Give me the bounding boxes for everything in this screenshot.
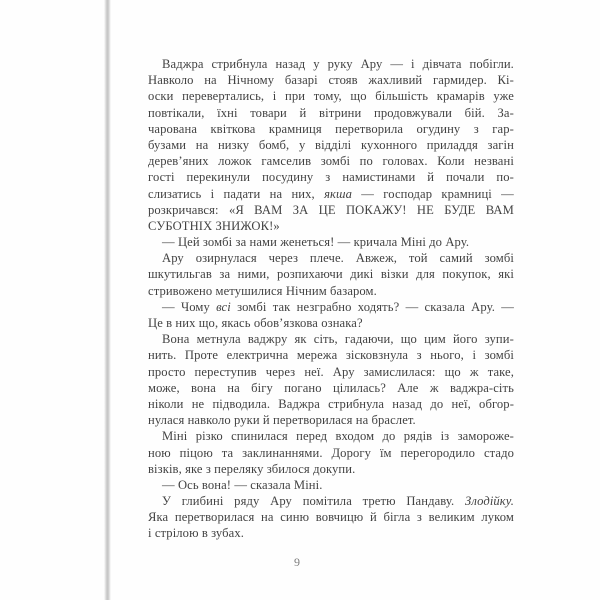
text-line: гості перекинули посудину з намистинами й почали по- (148, 170, 514, 185)
text-line: Це в них що, якась обов’язкова ознака? (148, 316, 363, 330)
text-line: У глибині ряду Ару помітила третю Пандаву. Злодійку. (162, 494, 514, 509)
text-line: слизатись і падати на них, якша — господар крамниці — (148, 186, 514, 201)
text-line: повтікали, їхні товари й вітрини продовжували бій. За- (148, 105, 514, 120)
page-number: 9 (294, 555, 300, 569)
text-line: ною піцою та заклинаннями. Дорогу їм перегородило стадо (148, 445, 514, 460)
text-line: Ваджра стрибнула назад у руку Ару — і дівчата побігли. (162, 57, 514, 71)
text-line: просто переступив через неї. Ару замислилася: що ж таке, (148, 364, 514, 379)
page-text-block (148, 56, 514, 542)
text-line: нить. Проте електрична мережа зісковзнула з нього, і зомбі (148, 348, 514, 363)
text-line: Яка перетворилася на синю вовчицю й бігла з великим луком (148, 510, 514, 525)
text-line: візків, яке з переляку збилося докупи. (148, 461, 356, 476)
page-gutter-shadow (104, 0, 111, 600)
text-line: оски перевертались, і при тому, що більшість крамарів уже (148, 89, 514, 104)
text-line: — Чому всі зомбі так незграбно ходять? — сказала Ару. — (162, 299, 514, 314)
text-line: Ару озирнулася через плече. Авжеж, той самий зомбі (162, 251, 514, 266)
text-line: — Ось вона! — сказала Міні. (162, 477, 323, 492)
text-line: бузами на низку бомб, у відділі кухонного приладдя загін (148, 137, 514, 152)
text-line: чарована квіткова крамниця перетворила огудину з гар- (148, 121, 514, 136)
text-line: СУБОТНІХ ЗНИЖОК!» (148, 218, 280, 233)
text-line: Міні різко спинилася перед входом до рядів із замороже- (162, 429, 514, 444)
text-line: дерев’яних ложок гамселив зомбі по головах. Коли незвані (148, 154, 514, 169)
text-line: шкутильгав за ними, розпихаючи дикі візки для покупок, які (148, 267, 514, 282)
text-line: Вона метнула ваджру як сіть, гадаючи, що цим його зупи- (162, 332, 514, 347)
text-line: ніколи не підводила. Ваджра стрибнула назад до неї, обгор- (148, 396, 514, 411)
text-line: розкричався: «Я ВАМ ЗА ЦЕ ПОКАЖУ! НЕ БУДЕ ВАМ (148, 202, 514, 217)
text-line: стривожено метушилися Нічним базаром. (148, 283, 377, 298)
text-line: Навколо на Нічному базарі стояв жахливий гармидер. Кі- (148, 73, 514, 88)
text-line: — Цей зомбі за нами женеться! — кричала Міні до Ару. (162, 235, 470, 250)
text-line: може, вона на бігу погано цілилась? Але ж ваджра-сіть (148, 380, 514, 395)
text-line: нулася навколо руки й перетворилася на браслет. (148, 413, 416, 428)
text-line: і стрілою в зубах. (148, 526, 245, 541)
